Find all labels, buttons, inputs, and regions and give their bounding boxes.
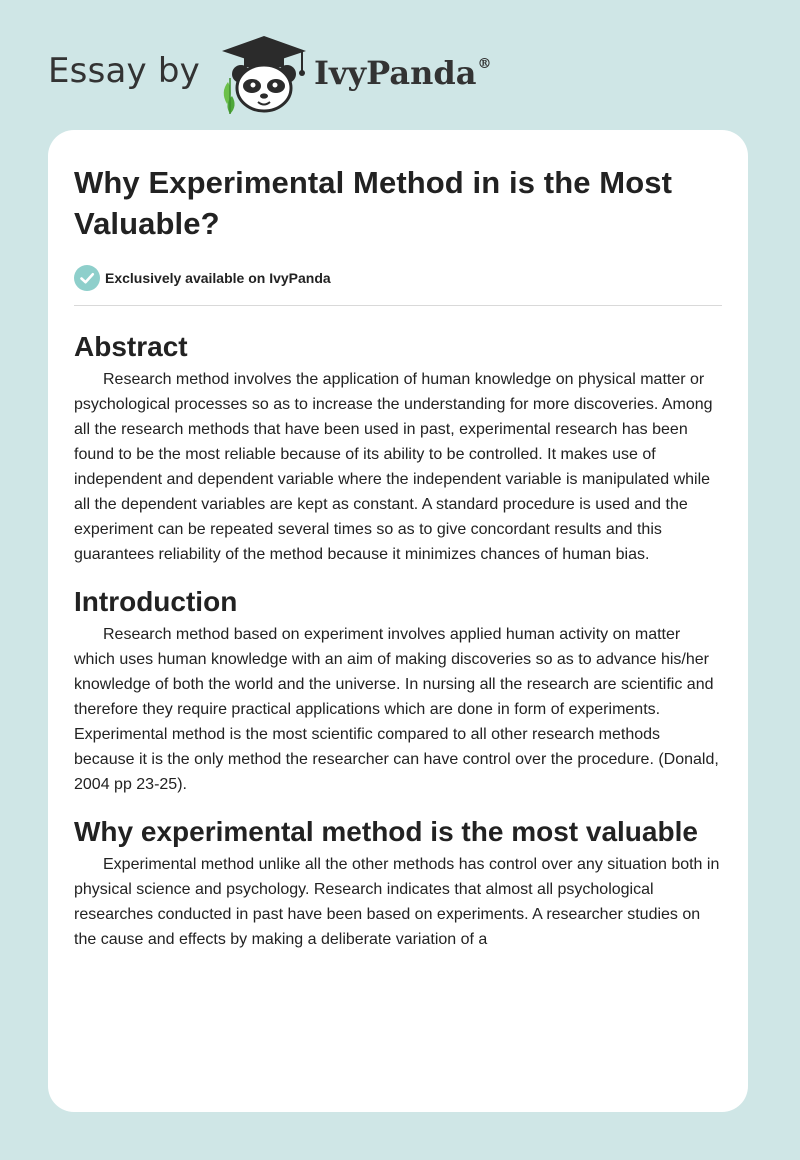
brand-name — [314, 54, 491, 92]
brand-prefix: Essay by — [48, 51, 200, 91]
section-text-abstract: Research method involves the application of human knowledge on physical matter or psychological processes so as to increase the understanding for more discoveries. Among all the research methods that have been used in past, experimental research has been found to be the most reliable because of its ability to be controlled. It makes use of independent and dependent variable where the independent variable is manipulated while all the dependent variables are kept as constant. A standard procedure is used and the experiment can be repeated several times so as to give concordant results and this guarantees reliability of the method because it minimizes chances of human bias. — [74, 371, 713, 563]
section-text-introduction: Research method based on experiment involves applied human activity on matter which uses human knowledge with an aim of making discoveries so as to advance his/her knowledge of both the world and the universe. In nursing all the research are scientific and therefore they require practical applications which are done in form of experiments. Experimental method is the most scientific compared to all other research methods because it is the only method the researcher can have control over the procedure. (Donald, 2004 pp 23-25). — [74, 626, 719, 793]
exclusive-badge — [74, 264, 722, 292]
essay-title: Why Experimental Method in is the Most Valuable? — [74, 165, 673, 241]
essay-card — [48, 130, 748, 1112]
site-header — [48, 34, 491, 114]
exclusive-badge-text: Exclusively available on IvyPanda — [105, 270, 331, 286]
section-heading-why-experimental: Why experimental method is the most valuable — [74, 816, 698, 847]
title-divider — [74, 305, 722, 306]
section-text-why-experimental: Experimental method unlike all the other methods has control over any situation both in physical science and psychology. Research indicates that almost all psychological researches conducted in past have been based on experiments. A researcher studies on the cause and effects by making a deliberate variation of a — [74, 856, 720, 948]
brand-name-text: IvyPanda — [313, 54, 477, 92]
section-heading-introduction: Introduction — [74, 586, 238, 617]
section-heading-abstract: Abstract — [74, 331, 188, 362]
check-circle-icon — [74, 265, 100, 291]
registered-mark: ® — [477, 56, 492, 72]
panda-logo-icon[interactable] — [218, 34, 310, 114]
